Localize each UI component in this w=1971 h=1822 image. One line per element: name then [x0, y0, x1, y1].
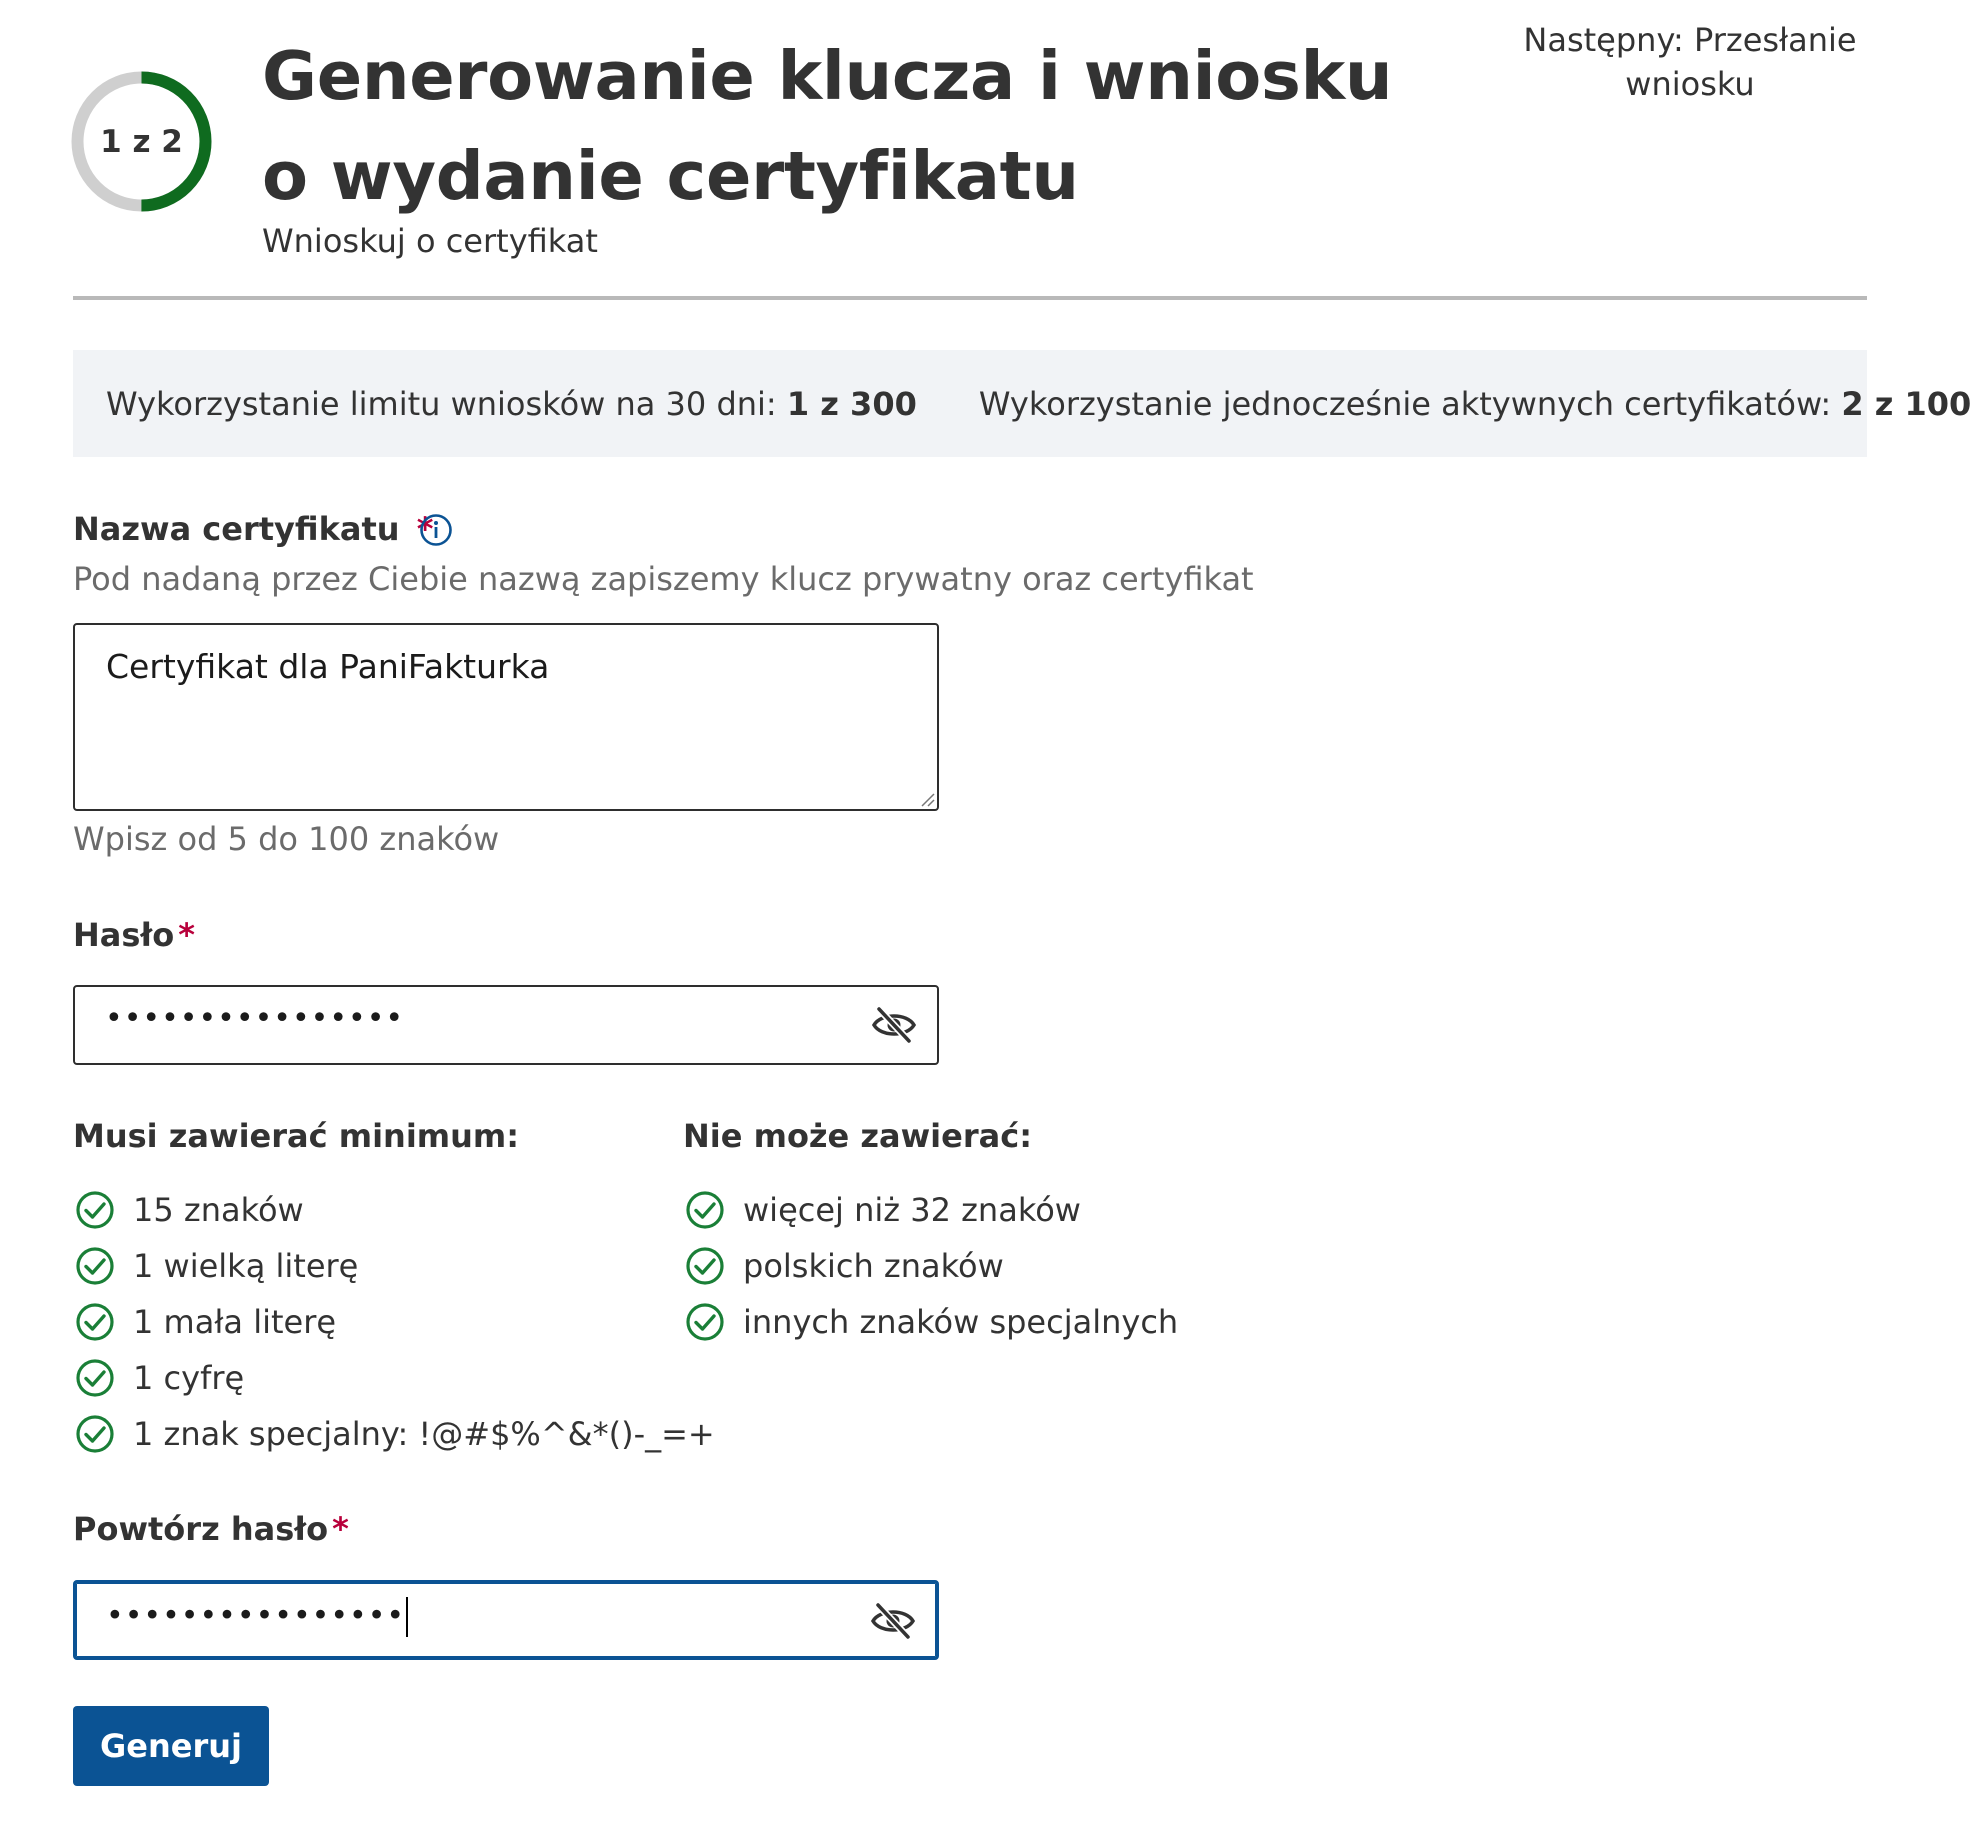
repeat-password-label	[73, 1510, 349, 1548]
required-mark: *	[416, 510, 434, 548]
limits-banner	[73, 350, 1971, 457]
check-circle-icon	[685, 1246, 725, 1286]
next-step-label: Następny: Przesłanie wniosku	[1523, 21, 1857, 103]
password-label-text: Hasło	[73, 916, 175, 954]
resize-handle-icon[interactable]	[919, 791, 935, 807]
password-label	[73, 916, 195, 954]
certificate-name-value: Certyfikat dla PaniFakturka	[106, 647, 550, 686]
requests-limit	[106, 385, 917, 423]
requirement-text: 15 znaków	[133, 1191, 304, 1229]
requirement-text: 1 cyfrę	[133, 1359, 245, 1397]
eye-off-icon[interactable]	[870, 1601, 916, 1641]
requirement-text: 1 mała literę	[133, 1303, 337, 1341]
required-mark: *	[332, 1510, 349, 1548]
header-divider	[73, 296, 1867, 300]
restriction-text: więcej niż 32 znaków	[743, 1191, 1081, 1229]
page-title: Generowanie klucza i wniosku o wydanie certyfikatu	[262, 37, 1393, 215]
active-limit-text: Wykorzystanie jednocześnie aktywnych certyfikatów:	[978, 384, 1842, 423]
requirement-text: 1 wielką literę	[133, 1247, 359, 1285]
must-contain-list	[75, 1182, 715, 1462]
certificate-name-length-hint: Wpisz od 5 do 100 znaków	[73, 820, 500, 858]
active-certificates-limit	[979, 385, 1971, 423]
must-not-contain-title: Nie może zawierać:	[683, 1117, 1032, 1155]
requirement-item	[75, 1238, 715, 1294]
must-contain-title: Musi zawierać minimum:	[73, 1117, 520, 1155]
check-circle-icon	[75, 1190, 115, 1230]
check-circle-icon	[685, 1302, 725, 1342]
repeat-password-mask-text: ••••••••••••••••	[106, 1598, 406, 1634]
certificate-name-label-text: Nazwa certyfikatu	[73, 510, 400, 548]
text-caret	[406, 1597, 408, 1637]
check-circle-icon	[75, 1246, 115, 1286]
active-limit-value: 2 z 100	[1841, 384, 1971, 423]
requirement-item	[75, 1406, 715, 1462]
restriction-text: innych znaków specjalnych	[743, 1303, 1179, 1341]
certificate-name-label	[73, 510, 433, 548]
repeat-password-mask	[106, 1597, 408, 1637]
restriction-item	[685, 1238, 1178, 1294]
certificate-name-hint: Pod nadaną przez Ciebie nazwą zapiszemy klucz prywatny oraz certyfikat	[73, 560, 1254, 598]
certificate-name-textarea[interactable]	[73, 623, 939, 811]
check-circle-icon	[75, 1302, 115, 1342]
check-circle-icon	[75, 1414, 115, 1454]
repeat-password-label-text: Powtórz hasło	[73, 1510, 329, 1548]
restriction-item	[685, 1182, 1178, 1238]
restriction-text: polskich znaków	[743, 1247, 1004, 1285]
requirement-item	[75, 1294, 715, 1350]
password-mask: ••••••••••••••••	[105, 1001, 405, 1036]
required-mark: *	[178, 916, 196, 954]
requirement-text: 1 znak specjalny: !@#$%^&*()-_=+	[133, 1415, 715, 1453]
restriction-item	[685, 1294, 1178, 1350]
page-subtitle: Wnioskuj o certyfikat	[262, 222, 598, 260]
requirement-item	[75, 1182, 715, 1238]
requirement-item	[75, 1350, 715, 1406]
generate-button[interactable]: Generuj	[73, 1706, 269, 1786]
repeat-password-input[interactable]	[73, 1580, 939, 1660]
step-progress-ring	[70, 70, 213, 213]
must-not-contain-list	[685, 1182, 1178, 1350]
step-counter: 1 z 2	[100, 123, 183, 160]
check-circle-icon	[685, 1190, 725, 1230]
password-input[interactable]	[73, 985, 939, 1065]
requests-limit-value: 1 z 300	[786, 384, 917, 423]
requests-limit-text: Wykorzystanie limitu wniosków na 30 dni:	[106, 384, 787, 423]
eye-off-icon[interactable]	[871, 1005, 917, 1045]
check-circle-icon	[75, 1358, 115, 1398]
info-icon[interactable]	[419, 513, 453, 547]
